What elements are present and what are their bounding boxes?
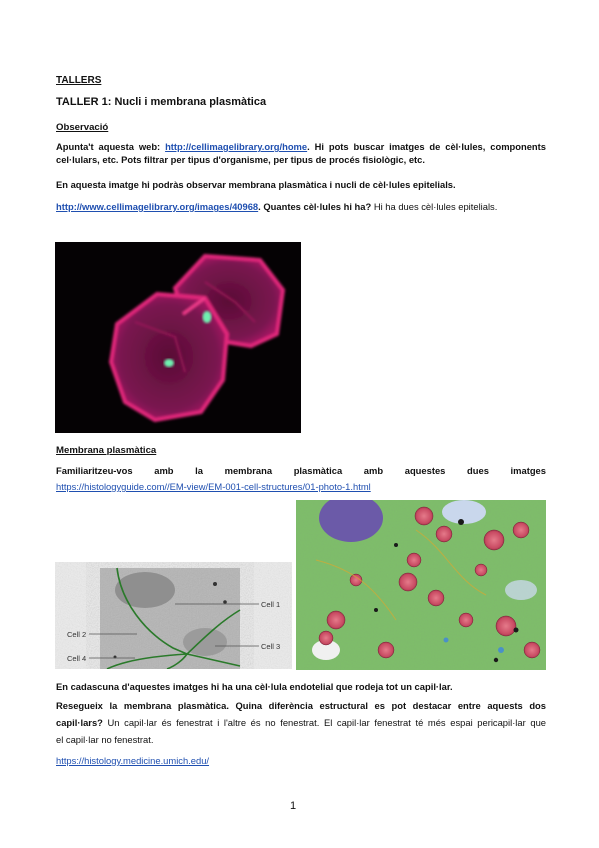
page-number: 1	[290, 800, 297, 812]
paragraph-question-line1: Resegueix la membrana plasmàtica. Quina diferència estructural es pot destacar entre aquests dos	[56, 700, 546, 711]
paragraph-image-description: En aquesta imatge hi podràs observar membrana plasmàtica i nucli de cèl·lules epitelials.	[56, 179, 456, 190]
paragraph-familiaritzeu: Familiaritzeu-vos amb la membrana plasmàtica amb aquestes dues imatges	[56, 465, 546, 476]
answer-fenestrat: Un capil·lar és fenestrat i l'altre és no fenestrat. El capil·lar fenestrat té més espai pericapil·lar que	[102, 717, 546, 728]
p1-line2: cel·lulars, etc. Pots filtrar per tipus d'organisme, per tipus de procés fisiològic, etc.	[56, 154, 425, 165]
heading-tallers: TALLERS	[56, 75, 102, 86]
question-count-cells: . Quantes cèl·lules hi ha?	[258, 201, 372, 212]
label-cell-1: Cell 1	[261, 600, 281, 609]
question-capillars: capil·lars?	[56, 717, 103, 728]
image-40968-link[interactable]: http://www.cellimagelibrary.org/images/40968	[56, 201, 259, 212]
histology-umich-link[interactable]: https://histology.medicine.umich.edu/	[56, 755, 210, 766]
histologyguide-link[interactable]: https://histologyguide.com//EM-view/EM-001-cell-structures/01-photo-1.html	[56, 481, 371, 492]
p1-bold-a: Apunta't aquesta web:	[56, 141, 166, 152]
p1-bold-b: . Hi pots buscar imatges de cèl·lules, components	[307, 141, 546, 152]
umich-link-wrap	[56, 754, 209, 767]
answer-count-cells: Hi ha dues cèl·lules epitelials.	[371, 201, 498, 212]
histologyguide-link-wrap	[56, 480, 371, 493]
cellimagelibrary-home-link[interactable]: http://cellimagelibrary.org/home	[165, 141, 308, 152]
paragraph-question-line3: el capil·lar no fenestrat.	[56, 734, 154, 745]
label-cell-3: Cell 3	[261, 642, 281, 651]
paragraph-image-question	[56, 200, 546, 213]
label-cell-4: Cell 4	[67, 654, 87, 663]
paragraph-endothelial: En cadascuna d'aquestes imatges hi ha una cèl·lula endotelial que rodeja tot un capil·lar.	[56, 681, 453, 692]
paragraph-web-intro	[56, 140, 546, 166]
fluorescence-cells-image	[55, 242, 301, 433]
em-grayscale-capillary-image	[55, 562, 292, 669]
paragraph-question-line2	[56, 716, 546, 729]
label-cell-2: Cell 2	[67, 630, 87, 639]
heading-taller-1: TALLER 1: Nucli i membrana plasmàtica	[56, 96, 267, 108]
heading-observacio: Observació	[56, 122, 109, 133]
heading-membrana: Membrana plasmàtica	[56, 445, 157, 456]
em-colorized-capillary-image	[296, 500, 546, 670]
